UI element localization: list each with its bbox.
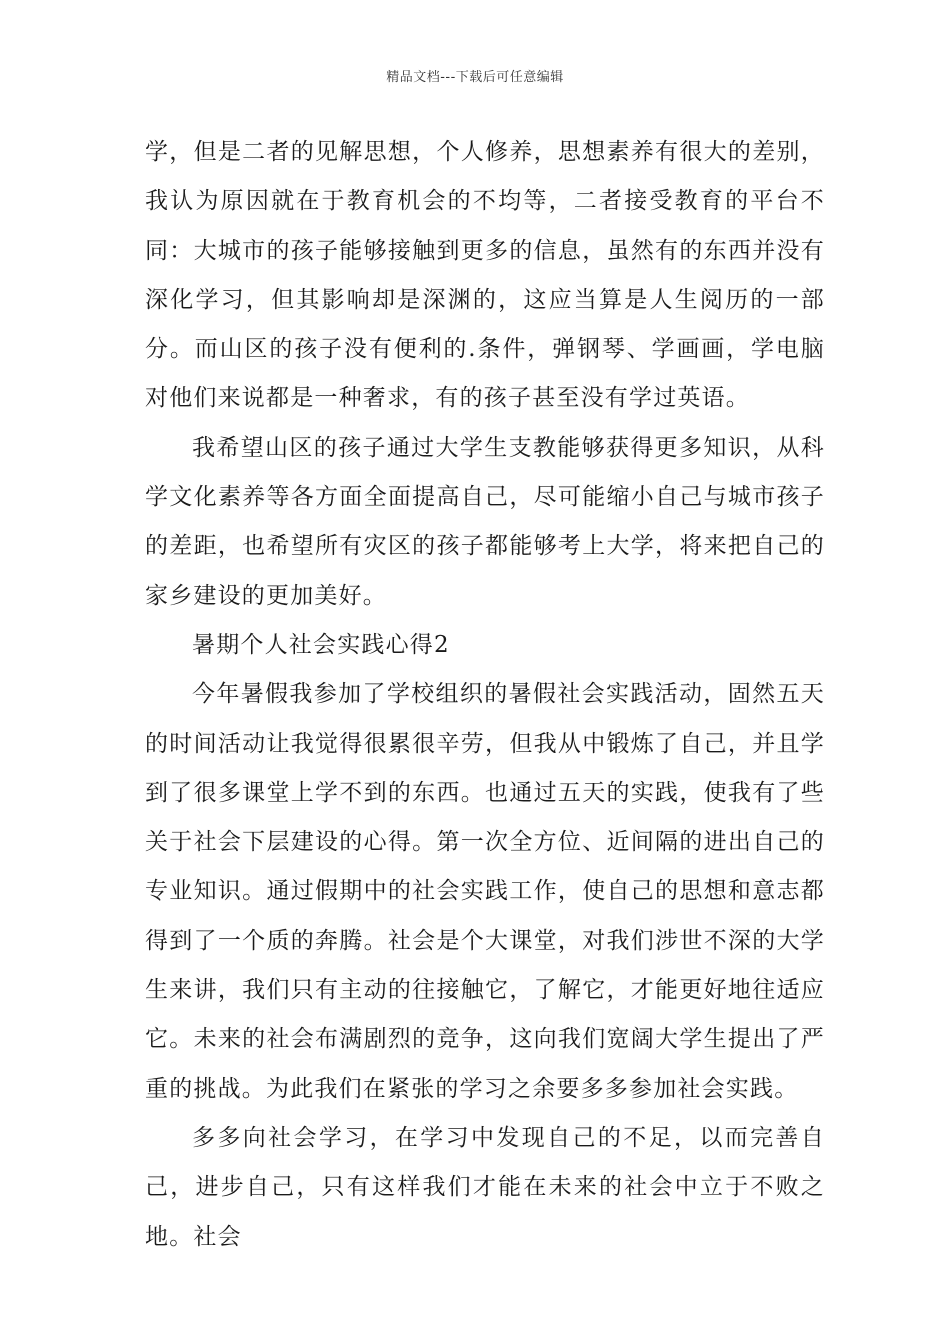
section-heading: 暑期个人社会实践心得2 [192,631,450,658]
paragraph: 今年暑假我参加了学校组织的暑假社会实践活动，固然五天的时间活动让我觉得很累很辛劳，但我从中锻炼了自己，并且学到了很多课堂上学不到的东西。也通过五天的实践，使我有了些关于社会下层建设的心得。第一次全方位、近间隔的进出自己的专业知识。通过假期中的社会实践工作，使自己的思想和意志都得到了一个质的奔腾。社会是个大课堂，对我们涉世不深的大学生来讲，我们只有主动的往接触它，了解它，才能更好地往适应它。未来的社会布满剧烈的竞争，这向我们宽阔大学生提出了严重的挑战。为此我们在紧张的学习之余要多多参加社会实践。 [145,681,825,1102]
paragraph: 多多向社会学习，在学习中发现自己的不足，以而完善自己，进步自己，只有这样我们才能在未来的社会中立于不败之地。社会 [145,1124,825,1250]
paragraph: 我希望山区的孩子通过大学生支教能够获得更多知识，从科学文化素养等各方面全面提高自己，尽可能缩小自己与城市孩子的差距，也希望所有灾区的孩子都能够考上大学，将来把自己的家乡建设的更加美好。 [145,434,825,609]
document-body [145,128,825,1262]
page-header: 精品文档---下载后可任意编辑 [386,70,564,85]
paragraph: 学，但是二者的见解思想，个人修养，思想素养有很大的差别，我认为原因就在于教育机会的不均等，二者接受教育的平台不同：大城市的孩子能够接触到更多的信息，虽然有的东西并没有深化学习，但其影响却是深渊的，这应当算是人生阅历的一部分。而山区的孩子没有便利的.条件，弹钢琴、学画画，学电脑对他们来说都是一种奢求，有的孩子甚至没有学过英语。 [145,139,825,412]
